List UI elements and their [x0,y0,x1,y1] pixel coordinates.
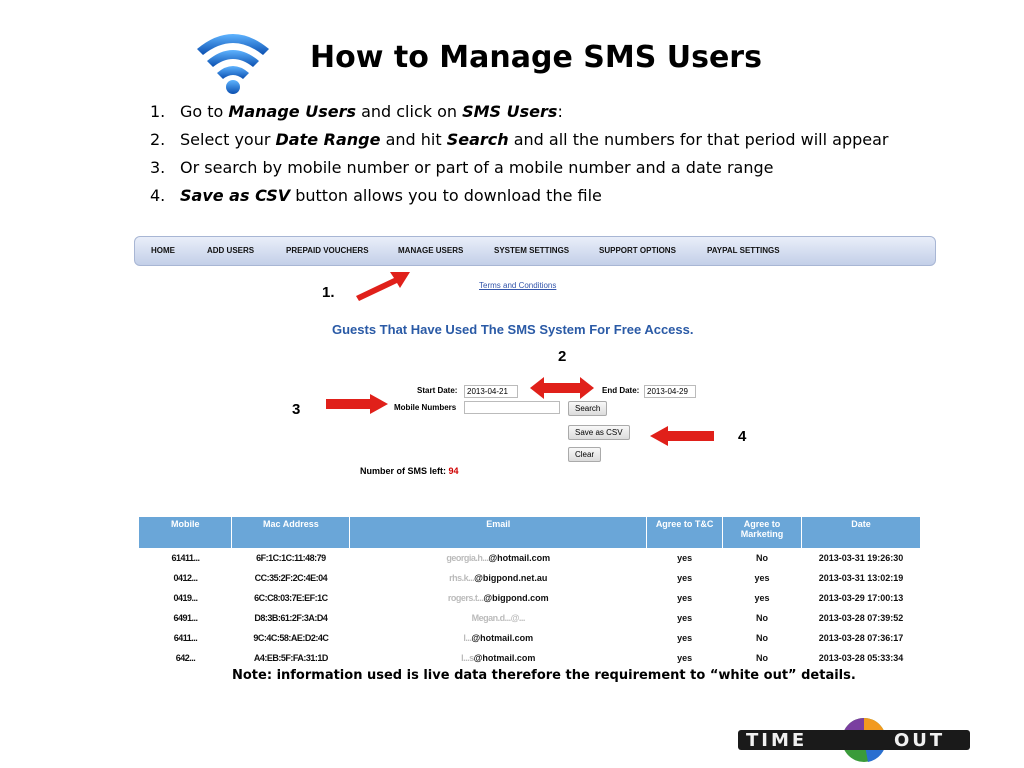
marker-2: 2 [558,348,567,365]
time-out-logo [738,716,970,766]
section-heading: Guests That Have Used The SMS System For Free Access. [332,322,694,337]
col-date: Date [802,517,921,548]
col-email: Email [350,517,647,548]
red-arrow-icon [650,426,714,446]
table-row: 0419... 6C:C8:03:7E:EF:1C rogers.t...@bigpond.com yes yes 2013-03-29 17:00:13 [173,593,904,603]
mobile-numbers-input[interactable] [464,401,560,414]
mobile-numbers-label: Mobile Numbers [394,403,457,412]
sms-left-counter: Number of SMS left: 94 [360,466,459,476]
step-3: 3. Or search by mobile number or part of a mobile number and a date range [150,158,774,177]
marker-4: 4 [738,428,747,445]
step-2: 2. Select your Date Range and hit Search and all the numbers for that period will appear [150,130,889,149]
main-nav [134,236,936,266]
marker-3: 3 [292,401,301,418]
red-arrow-icon [530,377,594,399]
end-date-input[interactable] [644,385,696,398]
step-1: 1. Go to Manage Users and click on SMS Users: [150,102,563,121]
table-row: 61411... 6F:1C:1C:11:48:79 georgia.h...@hotmail.com yes No 2013-03-31 19:26:30 [171,553,904,563]
col-agree-tc: Agree to T&C [647,517,723,548]
table-row: 642... A4:EB:5F:FA:31:1D l...s@hotmail.com yes No 2013-03-28 05:33:34 [175,653,904,663]
end-date-label: End Date: [602,386,640,395]
clear-button[interactable]: Clear [568,447,601,462]
nav-support-options[interactable]: SUPPORT OPTIONS [599,246,676,255]
col-mac-address: Mac Address [232,517,350,548]
nav-paypal-settings[interactable]: PAYPAL SETTINGS [707,246,780,255]
step-4: 4. Save as CSV button allows you to download the file [150,186,602,205]
instruction-list [150,100,888,212]
marker-1: 1. [322,284,335,301]
search-button[interactable]: Search [568,401,607,416]
start-date-input[interactable] [464,385,518,398]
nav-prepaid-vouchers[interactable]: PREPAID VOUCHERS [286,246,369,255]
save-as-csv-button[interactable]: Save as CSV [568,425,630,440]
nav-add-users[interactable]: ADD USERS [207,246,255,255]
nav-manage-users[interactable]: MANAGE USERS [398,246,464,255]
col-agree-marketing: Agree to Marketing [723,517,802,548]
table-row: 6411... 9C:4C:58:AE:D2:4C l...@hotmail.com yes No 2013-03-28 07:36:17 [173,633,904,643]
red-arrow-icon [350,266,414,302]
note-text: Note: information used is live data therefore the requirement to “white out” details. [232,668,856,683]
page-title: How to Manage SMS Users [310,40,762,75]
table-row: 6491... D8:3B:61:2F:3A:D4 Megan.d...@... yes No 2013-03-28 07:39:52 [173,613,904,623]
terms-link[interactable]: Terms and Conditions [479,281,557,290]
col-mobile: Mobile [139,517,232,548]
svg-text:OUT: OUT [894,730,946,751]
sms-users-table [139,517,921,668]
table-header-row [139,517,921,548]
wifi-icon [193,25,273,95]
nav-system-settings[interactable]: SYSTEM SETTINGS [494,246,570,255]
table-row: 0412... CC:35:2F:2C:4E:04 rhs.k...@bigpond.net.au yes yes 2013-03-31 13:02:19 [173,573,904,583]
start-date-label: Start Date: [417,386,458,395]
nav-home[interactable]: HOME [151,246,175,255]
svg-text:TIME: TIME [746,730,808,751]
red-arrow-icon [326,394,388,414]
